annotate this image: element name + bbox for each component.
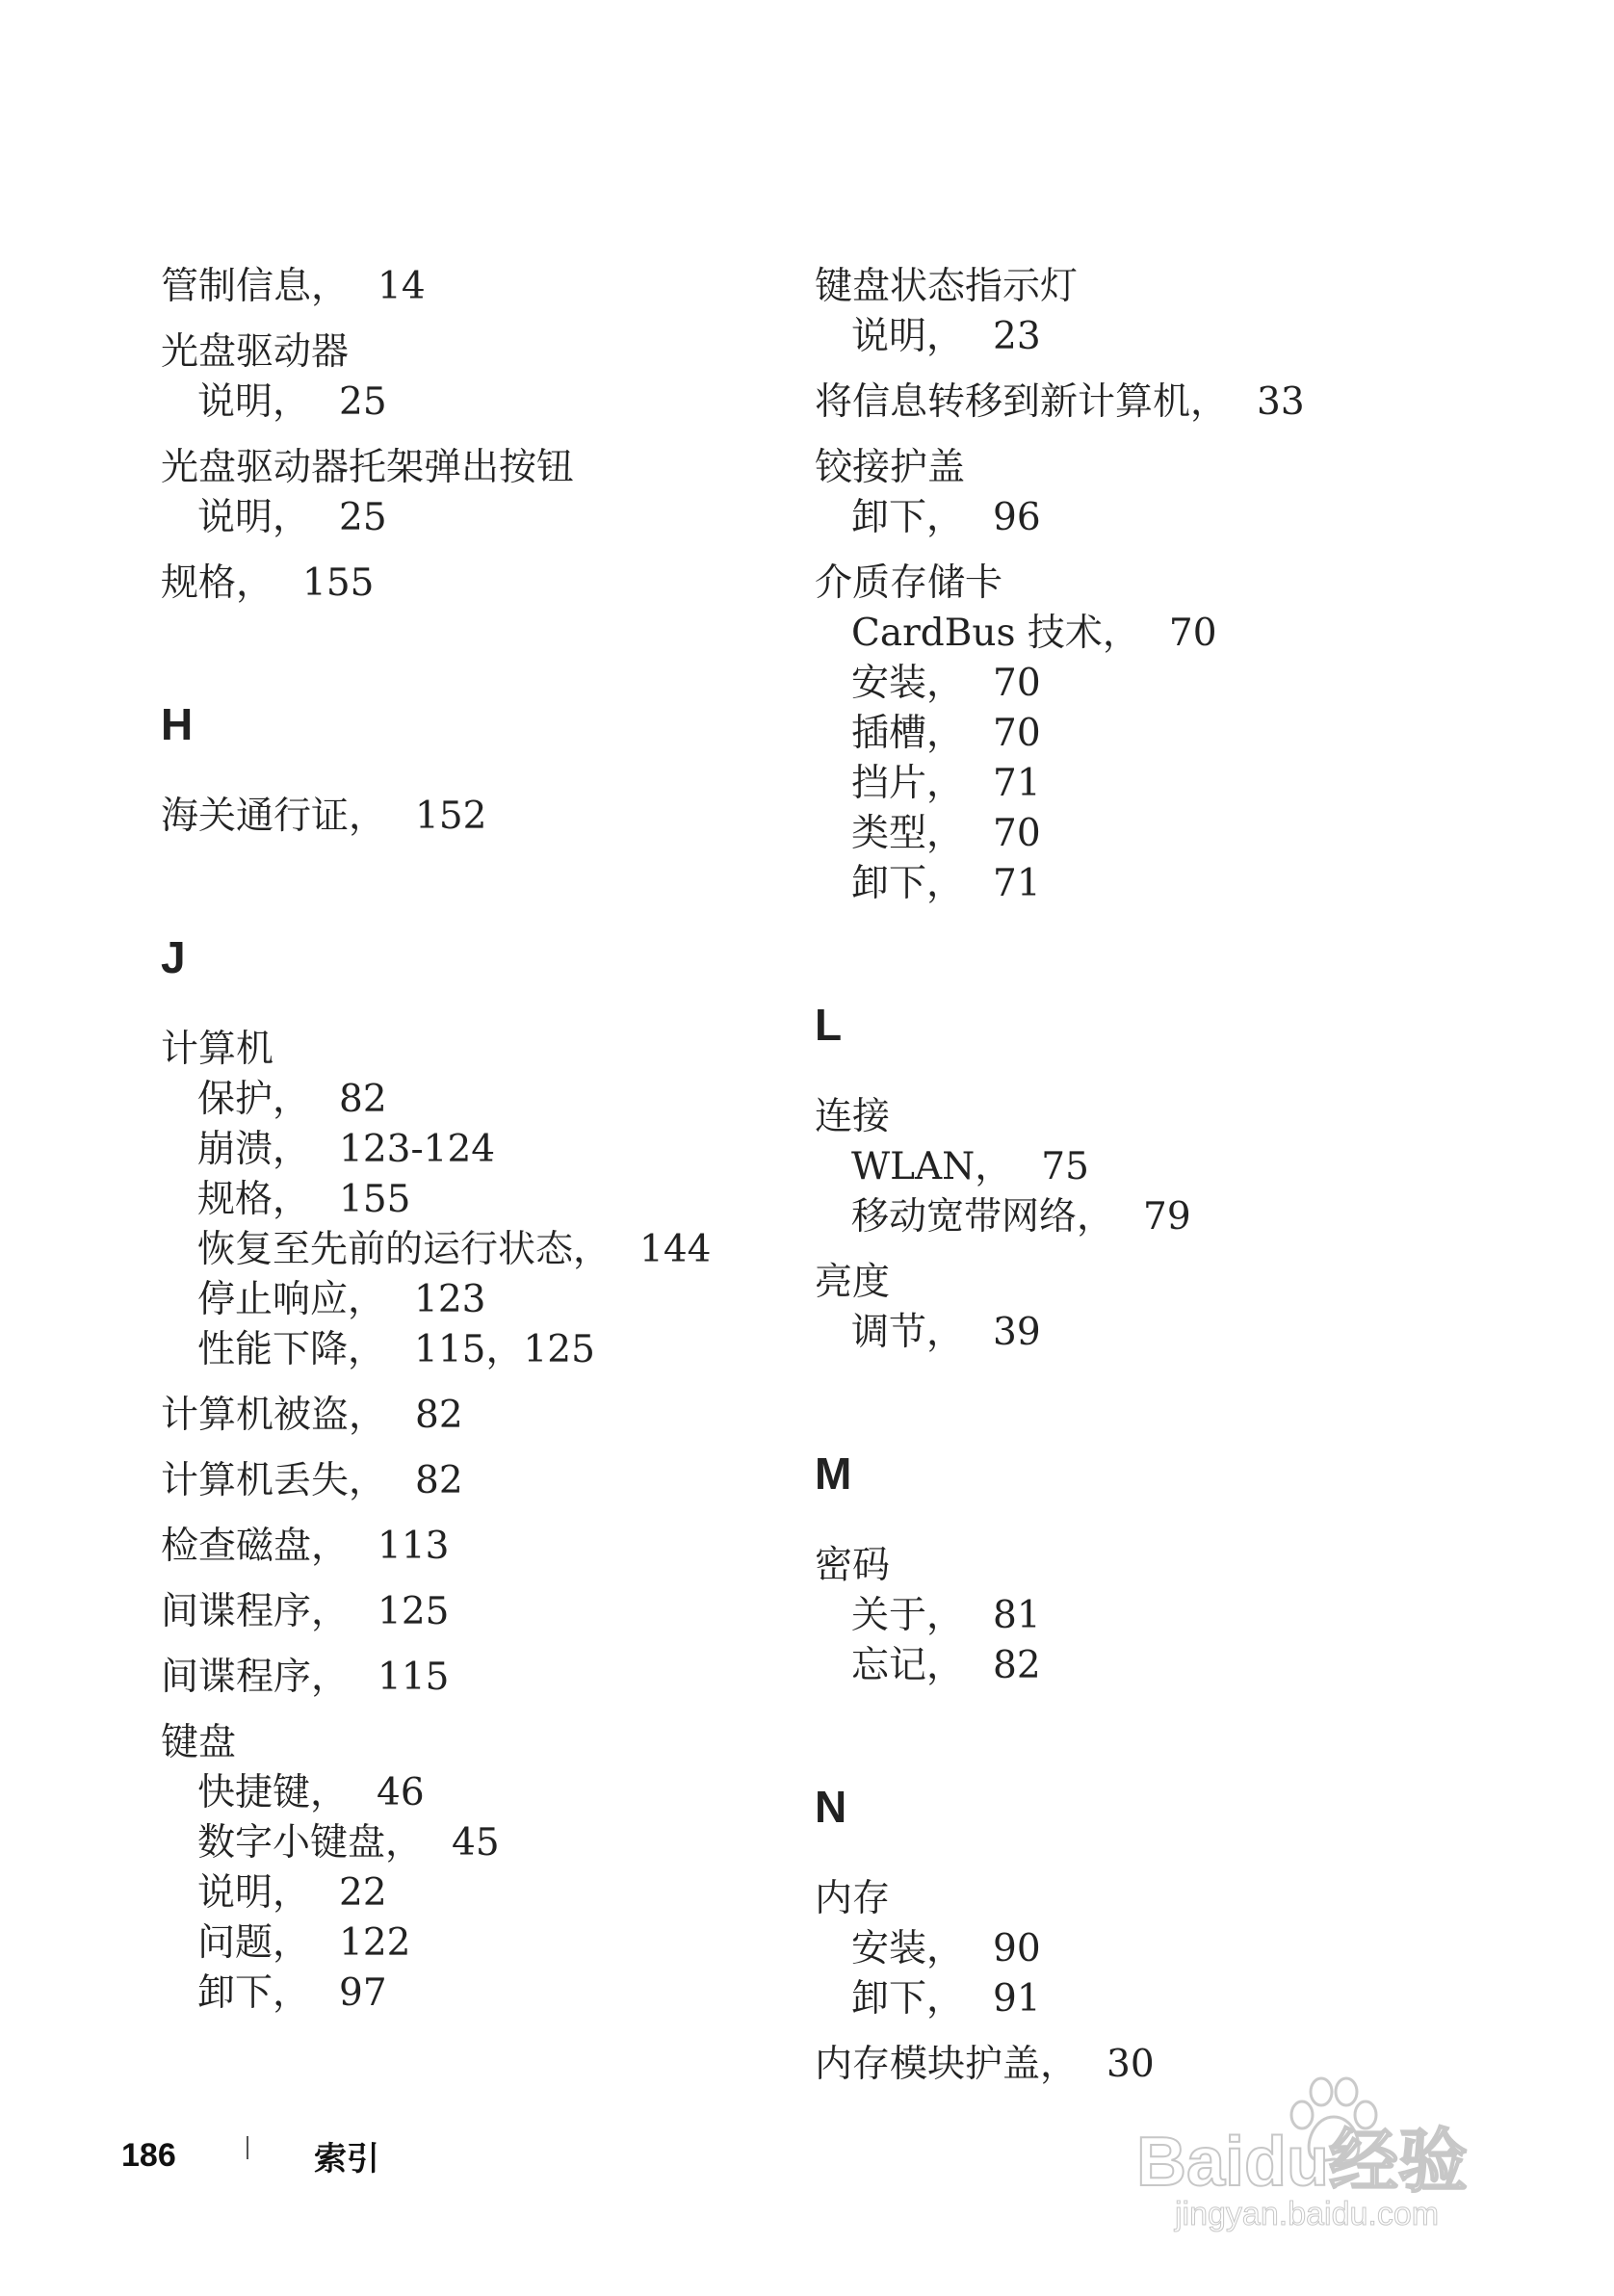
separator: ， bbox=[236, 561, 274, 605]
index-subentry bbox=[815, 609, 1412, 659]
index-entry bbox=[161, 559, 758, 609]
index-entry bbox=[815, 1092, 1412, 1242]
footer-title: 索引 bbox=[314, 2141, 379, 2178]
index-entry bbox=[815, 559, 1412, 909]
subentry-term: 问题 bbox=[197, 1921, 273, 1965]
separator: ， bbox=[273, 1128, 311, 1171]
separator: ， bbox=[1190, 380, 1229, 424]
separator: ， bbox=[926, 712, 965, 755]
index-subentry bbox=[815, 659, 1412, 709]
index-entry bbox=[815, 262, 1412, 362]
index-entry bbox=[161, 1718, 758, 2019]
subentry-list bbox=[161, 1075, 758, 1375]
subentry-term: 恢复至先前的运行状态 bbox=[197, 1228, 574, 1271]
entry-term: 亮度 bbox=[815, 1261, 891, 1304]
page-ref: 70 bbox=[1168, 612, 1217, 655]
page-ref: 70 bbox=[993, 662, 1041, 705]
index-term-row bbox=[815, 378, 1412, 428]
index-term-row bbox=[815, 1258, 1412, 1308]
separator: ， bbox=[349, 1459, 387, 1502]
separator: ， bbox=[926, 1644, 965, 1687]
separator: ， bbox=[348, 1278, 386, 1321]
subentry-term: 移动宽带网络 bbox=[851, 1195, 1078, 1239]
index-subentry bbox=[815, 859, 1412, 909]
separator: ， bbox=[926, 1927, 965, 1970]
subentry-term: 说明 bbox=[197, 1871, 273, 1915]
entry-term: 海关通行证 bbox=[161, 795, 350, 838]
separator: ， bbox=[573, 1228, 612, 1271]
subentry-list bbox=[815, 493, 1412, 543]
index-entry bbox=[161, 792, 758, 842]
entry-term: 键盘状态指示灯 bbox=[815, 265, 1079, 308]
index-term-row bbox=[161, 443, 758, 493]
index-term-row bbox=[815, 1092, 1412, 1142]
index-subentry bbox=[161, 1868, 758, 1918]
separator: ， bbox=[349, 1394, 387, 1437]
index-subentry bbox=[815, 809, 1412, 859]
index-term-row bbox=[161, 1718, 758, 1768]
page-ref: 115 bbox=[377, 1656, 450, 1699]
page-ref: 22 bbox=[339, 1871, 387, 1915]
subentry-term: 安装 bbox=[851, 1927, 927, 1970]
index-subentry bbox=[815, 759, 1412, 809]
index-entry bbox=[161, 1025, 758, 1375]
entry-term: 光盘驱动器托架弹出按钮 bbox=[161, 446, 575, 489]
index-subentry bbox=[161, 1125, 758, 1175]
separator: ， bbox=[273, 1971, 311, 2015]
index-entry bbox=[815, 1874, 1412, 2024]
subentry-term: 卸下 bbox=[851, 496, 927, 539]
index-subentry bbox=[815, 1142, 1412, 1192]
page-ref: 82 bbox=[339, 1078, 387, 1121]
subentry-term: 说明 bbox=[197, 496, 273, 539]
separator: ， bbox=[273, 1178, 311, 1221]
subentry-term: 挡片 bbox=[851, 762, 927, 805]
section-letter-j: J bbox=[161, 932, 186, 982]
separator: ， bbox=[926, 812, 965, 855]
watermark-brand: Baidu经验 bbox=[1136, 2124, 1469, 2201]
page-ref: 115，125 bbox=[414, 1328, 595, 1371]
page-ref: 82 bbox=[415, 1394, 463, 1437]
page-ref: 82 bbox=[993, 1644, 1041, 1687]
index-entry bbox=[815, 1258, 1412, 1358]
index-subentry bbox=[161, 1175, 758, 1225]
subentry-list bbox=[161, 1768, 758, 2019]
subentry-term: 停止响应 bbox=[197, 1278, 349, 1321]
entry-term: 管制信息 bbox=[161, 265, 312, 308]
separator: ， bbox=[926, 1977, 965, 2021]
separator: ， bbox=[926, 315, 965, 358]
separator: ， bbox=[349, 795, 387, 838]
page-ref: 125 bbox=[377, 1590, 450, 1633]
subentry-term: 安装 bbox=[851, 662, 927, 705]
subentry-term: 快捷键 bbox=[197, 1771, 311, 1814]
index-term-row bbox=[815, 443, 1412, 493]
page-ref: 90 bbox=[993, 1927, 1041, 1970]
index-subentry bbox=[161, 493, 758, 543]
page-ref: 152 bbox=[415, 795, 487, 838]
page-ref: 33 bbox=[1257, 380, 1305, 424]
index-subentry bbox=[815, 1974, 1412, 2024]
subentry-term: 卸下 bbox=[851, 862, 927, 905]
separator: ， bbox=[273, 1078, 311, 1121]
index-term-row bbox=[815, 559, 1412, 609]
page-ref: 45 bbox=[452, 1821, 500, 1865]
page-ref: 23 bbox=[993, 315, 1041, 358]
index-subentry bbox=[815, 709, 1412, 759]
index-entry bbox=[161, 443, 758, 543]
page-ref: 75 bbox=[1041, 1145, 1089, 1188]
subentry-list bbox=[815, 1591, 1412, 1691]
page-ref: 96 bbox=[993, 496, 1041, 539]
entry-term: 规格 bbox=[161, 561, 237, 605]
page-ref: 39 bbox=[993, 1311, 1041, 1354]
baidu-watermark bbox=[1136, 2071, 1541, 2263]
index-entry bbox=[161, 1456, 758, 1506]
entry-term: 计算机丢失 bbox=[161, 1459, 350, 1502]
index-term-row bbox=[161, 1456, 758, 1506]
index-term-row bbox=[815, 262, 1412, 312]
separator: ， bbox=[1040, 2043, 1079, 2086]
section-letter-l: L bbox=[815, 1000, 843, 1050]
subentry-term: 说明 bbox=[851, 315, 927, 358]
subentry-list bbox=[815, 1142, 1412, 1242]
subentry-list bbox=[161, 378, 758, 428]
page-ref: 30 bbox=[1106, 2043, 1155, 2086]
page-ref: 79 bbox=[1143, 1195, 1191, 1239]
page-ref: 123-124 bbox=[339, 1128, 496, 1171]
index-entry bbox=[815, 443, 1412, 543]
entry-term: 间谍程序 bbox=[161, 1656, 312, 1699]
index-entry bbox=[161, 1522, 758, 1572]
page-ref: 71 bbox=[993, 762, 1041, 805]
index-entry bbox=[161, 1653, 758, 1703]
separator: ， bbox=[311, 1590, 350, 1633]
index-subentry bbox=[815, 1591, 1412, 1641]
index-term-row bbox=[161, 1025, 758, 1075]
page-footer bbox=[121, 2136, 379, 2178]
index-subentry bbox=[161, 378, 758, 428]
separator: ， bbox=[975, 1145, 1013, 1188]
page-ref: 70 bbox=[993, 712, 1041, 755]
index-subentry bbox=[815, 1192, 1412, 1242]
page-ref: 70 bbox=[993, 812, 1041, 855]
index-column-right bbox=[815, 262, 1412, 2105]
section-letter-m: M bbox=[815, 1448, 852, 1499]
subentry-list bbox=[815, 1308, 1412, 1358]
entry-term: 铰接护盖 bbox=[815, 446, 966, 489]
separator: ， bbox=[926, 762, 965, 805]
page-number: 186 bbox=[121, 2137, 176, 2174]
subentry-term: 类型 bbox=[851, 812, 927, 855]
subentry-term: 保护 bbox=[197, 1078, 273, 1121]
index-term-row bbox=[161, 1653, 758, 1703]
section-letter-n: N bbox=[815, 1782, 847, 1832]
separator: ， bbox=[273, 1871, 311, 1915]
index-entry bbox=[161, 262, 758, 312]
index-subentry bbox=[161, 1275, 758, 1325]
page-ref: 25 bbox=[339, 380, 387, 424]
page-ref: 113 bbox=[377, 1525, 450, 1568]
separator: ， bbox=[926, 1594, 965, 1637]
page-ref: 71 bbox=[993, 862, 1041, 905]
page-ref: 123 bbox=[414, 1278, 486, 1321]
entry-term: 计算机 bbox=[161, 1028, 274, 1071]
separator: ， bbox=[1077, 1195, 1115, 1239]
separator: ， bbox=[311, 1656, 350, 1699]
page-ref: 155 bbox=[302, 561, 375, 605]
index-term-row bbox=[161, 327, 758, 378]
index-subentry bbox=[161, 1918, 758, 1969]
index-subentry bbox=[161, 1768, 758, 1818]
subentry-term: 卸下 bbox=[197, 1971, 273, 2015]
index-subentry bbox=[161, 1075, 758, 1125]
subentry-list bbox=[815, 1924, 1412, 2024]
index-column-left bbox=[161, 262, 758, 2034]
page-ref: 91 bbox=[993, 1977, 1041, 2021]
page-ref: 81 bbox=[993, 1594, 1041, 1637]
index-entry bbox=[815, 1541, 1412, 1691]
section-letter-h: H bbox=[161, 699, 194, 749]
index-subentry bbox=[161, 1225, 758, 1275]
index-term-row bbox=[161, 559, 758, 609]
entry-term: 光盘驱动器 bbox=[161, 330, 350, 374]
subentry-term: 数字小键盘 bbox=[197, 1821, 386, 1865]
subentry-term: 调节 bbox=[851, 1311, 927, 1354]
separator: ， bbox=[385, 1821, 424, 1865]
subentry-list bbox=[161, 493, 758, 543]
separator: ， bbox=[310, 1771, 349, 1814]
separator: ， bbox=[273, 1921, 311, 1965]
entry-term: 内存模块护盖 bbox=[815, 2043, 1041, 2086]
subentry-term: 忘记 bbox=[851, 1644, 927, 1687]
page-ref: 122 bbox=[339, 1921, 411, 1965]
subentry-term: 说明 bbox=[197, 380, 273, 424]
subentry-term: CardBus 技术 bbox=[851, 612, 1103, 655]
index-subentry bbox=[815, 1308, 1412, 1358]
subentry-term: 规格 bbox=[197, 1178, 273, 1221]
separator: ， bbox=[348, 1328, 386, 1371]
entry-term: 介质存储卡 bbox=[815, 561, 1003, 605]
subentry-term: 插槽 bbox=[851, 712, 927, 755]
separator: ， bbox=[273, 496, 311, 539]
index-entry bbox=[815, 378, 1412, 428]
index-subentry bbox=[815, 1924, 1412, 1974]
index-subentry bbox=[815, 493, 1412, 543]
index-entry bbox=[161, 1391, 758, 1441]
subentry-term: 关于 bbox=[851, 1594, 927, 1637]
separator: ， bbox=[1102, 612, 1140, 655]
index-subentry bbox=[815, 312, 1412, 362]
index-term-row bbox=[815, 1541, 1412, 1591]
separator: ， bbox=[311, 1525, 350, 1568]
page-ref: 155 bbox=[339, 1178, 411, 1221]
entry-term: 键盘 bbox=[161, 1721, 237, 1764]
entry-term: 连接 bbox=[815, 1095, 891, 1138]
index-subentry bbox=[161, 1969, 758, 2019]
index-term-row bbox=[815, 1874, 1412, 1924]
index-subentry bbox=[161, 1818, 758, 1868]
watermark-url: jingyan.baidu.com bbox=[1175, 2196, 1440, 2232]
subentry-list bbox=[815, 609, 1412, 909]
entry-term: 计算机被盗 bbox=[161, 1394, 350, 1437]
index-subentry bbox=[161, 1325, 758, 1375]
separator: ， bbox=[926, 496, 965, 539]
index-entry bbox=[161, 1587, 758, 1637]
page-ref: 14 bbox=[377, 265, 426, 308]
index-term-row bbox=[161, 1391, 758, 1441]
page-ref: 25 bbox=[339, 496, 387, 539]
footer-divider bbox=[247, 2136, 248, 2159]
subentry-term: WLAN bbox=[851, 1145, 976, 1188]
separator: ， bbox=[926, 1311, 965, 1354]
entry-term: 间谍程序 bbox=[161, 1590, 312, 1633]
index-term-row bbox=[161, 262, 758, 312]
subentry-term: 崩溃 bbox=[197, 1128, 273, 1171]
index-term-row bbox=[161, 1522, 758, 1572]
page-ref: 144 bbox=[639, 1228, 712, 1271]
subentry-term: 卸下 bbox=[851, 1977, 927, 2021]
index-term-row bbox=[161, 792, 758, 842]
separator: ， bbox=[926, 862, 965, 905]
separator: ， bbox=[926, 662, 965, 705]
subentry-list bbox=[815, 312, 1412, 362]
entry-term: 检查磁盘 bbox=[161, 1525, 312, 1568]
page-ref: 46 bbox=[377, 1771, 425, 1814]
separator: ， bbox=[273, 380, 311, 424]
entry-term: 密码 bbox=[815, 1544, 891, 1587]
separator: ， bbox=[311, 265, 350, 308]
page-ref: 97 bbox=[339, 1971, 387, 2015]
entry-term: 将信息转移到新计算机 bbox=[815, 380, 1191, 424]
index-term-row bbox=[161, 1587, 758, 1637]
index-subentry bbox=[815, 1641, 1412, 1691]
index-entry bbox=[161, 327, 758, 428]
entry-term: 内存 bbox=[815, 1877, 891, 1920]
page-ref: 82 bbox=[415, 1459, 463, 1502]
subentry-term: 性能下降 bbox=[197, 1328, 349, 1371]
